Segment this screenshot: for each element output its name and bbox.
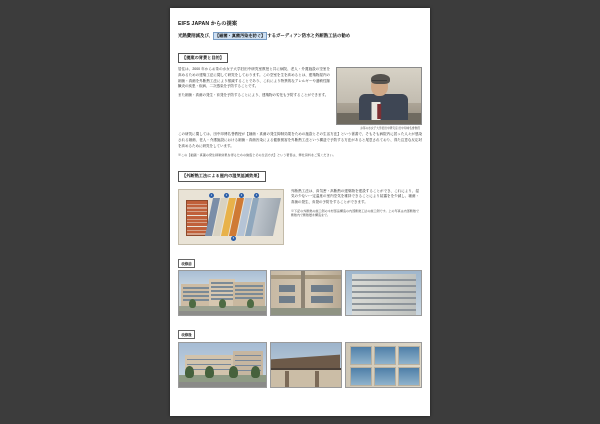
research-paragraph-1: この研究に関しては、田中印博名誉教授が【細菌・真菌の発生抑制効果をための施設とその生活方法】という著書で、そもそも病院内に居った人々が感染される細菌、老人・介護施設における細菌・真菌汚染による健康被害を外断熱工法という構造で予防する方法があると尾意されており、得た注意な反応対を高めるために研究をしています。	[178, 132, 422, 148]
section-label-background: 【提案の背景と目的】	[178, 53, 228, 63]
diagram-paragraph: 外断熱工法は、高気密・高断熱の建築物を建設することができ、これにより、湿気の少ない一定温度の室内空気を維持できることにより結露をを少減し、細菌・真菌の発生、育発の予防をすることができます。	[291, 188, 419, 204]
document-page	[170, 8, 430, 416]
portrait-caption: お茶の水女子大学旧田中研究室 田中印博名誉教授	[360, 126, 420, 130]
research-text	[178, 132, 422, 157]
callout-1: 1	[210, 193, 213, 197]
page-subtitle	[178, 32, 422, 40]
photos-before-section	[178, 252, 422, 317]
photos-after-section	[178, 323, 422, 388]
brick-layer	[186, 200, 208, 236]
portrait-block	[336, 67, 420, 130]
hospital-complex-photo	[178, 270, 267, 316]
blue-window-photo	[345, 342, 422, 388]
professor-portrait-photo	[336, 67, 422, 125]
subtitle-pre: 光熱費削減及び、	[178, 33, 213, 38]
research-note: ※この【細菌・真菌の発生抑制効果を得るための施設とその生活方式】という著書は、弊社資料をご覧ください。	[178, 152, 336, 157]
callout-3: 3	[240, 193, 243, 197]
intro-row	[178, 67, 422, 130]
callout-4: 4	[255, 193, 258, 197]
wall-detail-photo	[270, 270, 341, 316]
intro-paragraph-1: 居住は、2000 年からお茶の水女子大学旧田中研究室教授と共に病院、老人・介護施設の空室を高めるための建築工法に関して研究をしております。この空室を生を高めるとは、建築物屋内の細菌・真菌を外断熱工法により推減することであり、これにより特異的なアレルギーや過敏性肺臓炎の疾患・疾病、二次感染を予防することです。	[178, 67, 330, 89]
intro-text	[178, 67, 330, 102]
page-title: EIFS JAPAN からの提案	[178, 21, 238, 27]
effect-section	[178, 164, 422, 244]
grey-tower-photo	[345, 270, 422, 316]
photos-before-label: 改修前	[178, 259, 195, 268]
renovated-complex-photo	[178, 342, 267, 388]
section-label-effect: 【外断熱工法による屋内の湿気低減効果】	[178, 171, 266, 181]
wall-layer-diagram	[178, 189, 284, 245]
diagram-description	[291, 189, 419, 218]
diagram-row	[178, 189, 422, 245]
callout-2: 2	[225, 193, 228, 197]
subtitle-post: するガーディアン防水と外断熱工法の勧め	[267, 33, 351, 38]
callout-5: 5	[232, 236, 235, 240]
subtitle-highlight: 【細菌・真菌汚染を防ぐ】	[214, 33, 266, 38]
intro-paragraph-2: また細菌・真菌の発生・育発を予防することにより、建築物の劣化も予防することができます。	[178, 93, 329, 97]
diagram-note: ※下記の外断熱の施工例の木材部品構造の内部断熱工法の施工例です。上の写真は内部断熱で断熱内で断熱層を構造まで。	[291, 208, 419, 218]
photos-after-row	[178, 342, 422, 388]
photos-after-label: 改修後	[178, 330, 195, 339]
eave-detail-photo	[270, 342, 341, 388]
photos-before-row	[178, 270, 422, 316]
